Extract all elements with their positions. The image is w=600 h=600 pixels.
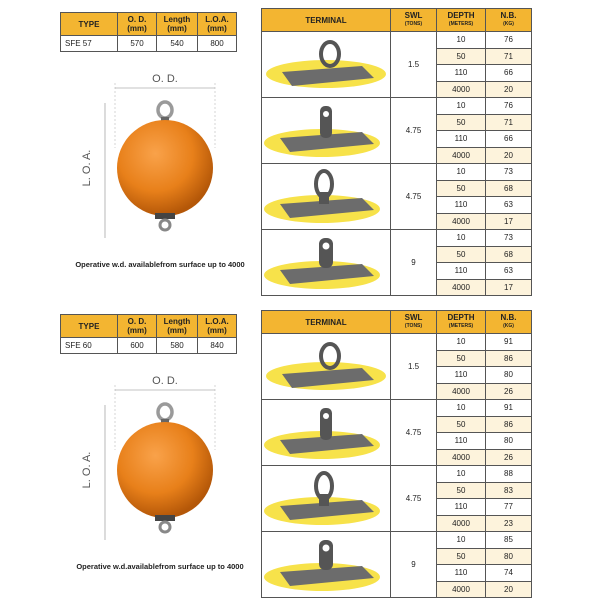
depth-value: 10 — [437, 164, 486, 181]
nb-value: 83 — [486, 482, 532, 499]
buoy-section-sfe60 — [0, 310, 600, 600]
swl-header: SWL (TONS) — [391, 311, 437, 334]
nb-value: 71 — [486, 48, 532, 65]
depth-value: 110 — [437, 565, 486, 582]
spec-header-length: Length (mm) — [157, 13, 198, 36]
spec-header-loa: L.O.A. (mm) — [198, 13, 237, 36]
spec-header-od: O. D. (mm) — [118, 315, 157, 338]
spec-table — [60, 12, 237, 52]
swivel-eye-terminal-icon — [262, 164, 391, 230]
swl-value: 1.5 — [391, 334, 437, 400]
nb-value: 85 — [486, 532, 532, 549]
swivel-ring-terminal-icon — [262, 32, 391, 98]
nb-value: 20 — [486, 147, 532, 164]
spec-od: 600 — [118, 338, 157, 354]
od-label: O. D. — [152, 375, 178, 387]
nb-value: 77 — [486, 499, 532, 516]
spec-header-type: TYPE — [61, 315, 118, 338]
eye-plate-terminal-icon — [262, 98, 391, 164]
spec-header-length: Length (mm) — [157, 315, 198, 338]
depth-value: 10 — [437, 334, 486, 351]
depth-value: 110 — [437, 433, 486, 450]
terminal-table — [261, 310, 532, 598]
buoy-section-sfe57 — [0, 8, 600, 298]
nb-value: 20 — [486, 81, 532, 98]
nb-value: 80 — [486, 548, 532, 565]
terminal-header: TERMINAL — [262, 311, 391, 334]
spec-length: 540 — [157, 36, 198, 52]
nb-value: 68 — [486, 246, 532, 263]
depth-value: 50 — [437, 180, 486, 197]
depth-header: DEPTH (METERS) — [437, 311, 486, 334]
nb-value: 63 — [486, 263, 532, 280]
nb-value: 17 — [486, 213, 532, 230]
swl-value: 1.5 — [391, 32, 437, 98]
terminal-header: TERMINAL — [262, 9, 391, 32]
operative-caption: Operative w.d.availablefrom surface up to 4000 — [76, 562, 244, 571]
depth-value: 110 — [437, 131, 486, 148]
nb-value: 66 — [486, 131, 532, 148]
nb-value: 26 — [486, 383, 532, 400]
buoy-diagram — [60, 370, 260, 550]
loa-label: L. O. A. — [81, 451, 93, 489]
depth-value: 10 — [437, 98, 486, 115]
depth-value: 50 — [437, 416, 486, 433]
spec-length: 580 — [157, 338, 198, 354]
nb-value: 80 — [486, 433, 532, 450]
depth-value: 110 — [437, 65, 486, 82]
swl-value: 4.75 — [391, 164, 437, 230]
depth-value: 4000 — [437, 279, 486, 296]
nb-value: 76 — [486, 32, 532, 49]
depth-value: 4000 — [437, 147, 486, 164]
nb-value: 23 — [486, 515, 532, 532]
nb-value: 76 — [486, 98, 532, 115]
depth-value: 110 — [437, 367, 486, 384]
depth-value: 10 — [437, 32, 486, 49]
depth-value: 110 — [437, 197, 486, 214]
depth-value: 10 — [437, 532, 486, 549]
swl-value: 9 — [391, 532, 437, 598]
depth-value: 110 — [437, 499, 486, 516]
nb-header: N.B. (KG) — [486, 311, 532, 334]
depth-value: 4000 — [437, 81, 486, 98]
nb-value: 66 — [486, 65, 532, 82]
nb-value: 86 — [486, 416, 532, 433]
depth-value: 110 — [437, 263, 486, 280]
depth-value: 10 — [437, 400, 486, 417]
operative-caption: Operative w.d. availablefrom surface up to 4000 — [75, 260, 245, 269]
spec-header-od: O. D. (mm) — [118, 13, 157, 36]
buoy-diagram — [60, 68, 260, 248]
depth-value: 50 — [437, 246, 486, 263]
depth-value: 4000 — [437, 581, 486, 598]
depth-header: DEPTH (METERS) — [437, 9, 486, 32]
depth-value: 50 — [437, 548, 486, 565]
loa-label: L. O. A. — [81, 149, 93, 187]
depth-value: 4000 — [437, 383, 486, 400]
heavy-eye-plate-terminal-icon — [262, 230, 391, 296]
nb-value: 71 — [486, 114, 532, 131]
nb-value: 74 — [486, 565, 532, 582]
nb-value: 73 — [486, 164, 532, 181]
od-label: O. D. — [152, 73, 178, 85]
depth-value: 50 — [437, 48, 486, 65]
heavy-eye-plate-terminal-icon — [262, 532, 391, 598]
nb-value: 68 — [486, 180, 532, 197]
spec-loa: 840 — [198, 338, 237, 354]
depth-value: 4000 — [437, 213, 486, 230]
depth-value: 10 — [437, 230, 486, 247]
swivel-eye-terminal-icon — [262, 466, 391, 532]
nb-value: 91 — [486, 400, 532, 417]
spec-type: SFE 57 — [61, 36, 118, 52]
depth-value: 4000 — [437, 449, 486, 466]
nb-value: 26 — [486, 449, 532, 466]
nb-header: N.B. (KG) — [486, 9, 532, 32]
nb-value: 63 — [486, 197, 532, 214]
nb-value: 17 — [486, 279, 532, 296]
swl-value: 4.75 — [391, 400, 437, 466]
spec-table — [60, 314, 237, 354]
depth-value: 50 — [437, 114, 486, 131]
depth-value: 50 — [437, 350, 486, 367]
spec-header-type: TYPE — [61, 13, 118, 36]
nb-value: 88 — [486, 466, 532, 483]
depth-value: 10 — [437, 466, 486, 483]
swivel-ring-terminal-icon — [262, 334, 391, 400]
nb-value: 91 — [486, 334, 532, 351]
swl-header: SWL (TONS) — [391, 9, 437, 32]
depth-value: 50 — [437, 482, 486, 499]
spec-header-loa: L.O.A. (mm) — [198, 315, 237, 338]
eye-plate-terminal-icon — [262, 400, 391, 466]
terminal-table — [261, 8, 532, 296]
depth-value: 4000 — [437, 515, 486, 532]
spec-type: SFE 60 — [61, 338, 118, 354]
swl-value: 4.75 — [391, 98, 437, 164]
swl-value: 4.75 — [391, 466, 437, 532]
nb-value: 86 — [486, 350, 532, 367]
nb-value: 73 — [486, 230, 532, 247]
swl-value: 9 — [391, 230, 437, 296]
nb-value: 20 — [486, 581, 532, 598]
spec-loa: 800 — [198, 36, 237, 52]
spec-od: 570 — [118, 36, 157, 52]
nb-value: 80 — [486, 367, 532, 384]
